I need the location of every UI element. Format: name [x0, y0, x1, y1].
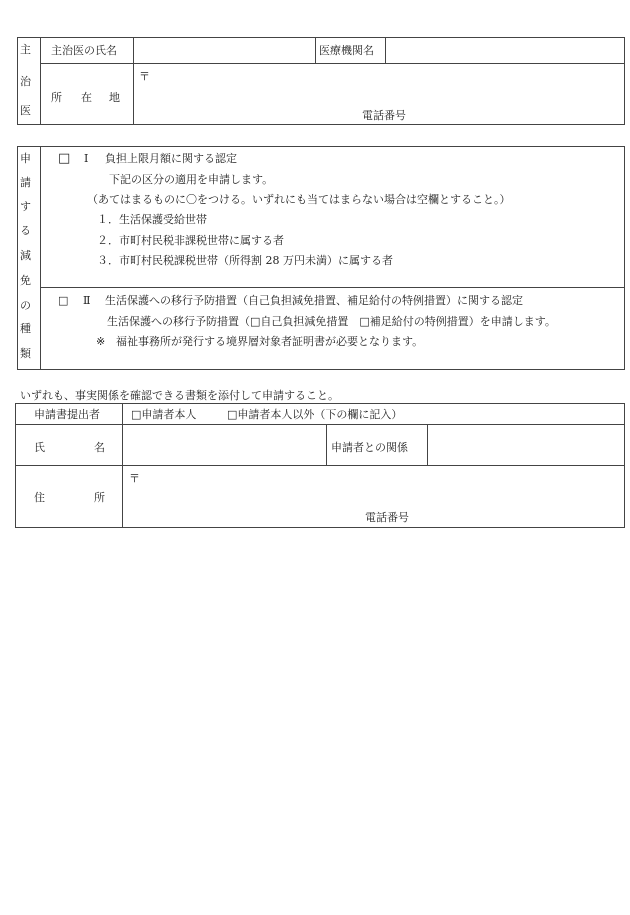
relation-field[interactable] [434, 438, 618, 454]
option1-item-3: ３．市町村民税課税世帯（所得割 28 万円未満）に属する者 [97, 254, 393, 267]
option1-numeral: Ⅰ [84, 152, 89, 165]
submitter-address-label-2: 所 [94, 491, 105, 504]
submitter-header-label: 申請書提出者 [34, 408, 100, 421]
option1-line2: （あてはまるものに〇をつける。いずれにも当てはまらない場合は空欄とすること。） [87, 193, 511, 206]
doctor-postal-mark: 〒 [139, 70, 150, 83]
doctor-address-field[interactable] [155, 70, 615, 84]
reduction-side-label-2: 請 [20, 176, 31, 189]
doctor-side-label-3: 医 [20, 104, 31, 117]
reduction-side-label-6: 免 [20, 274, 31, 287]
doctor-name-field[interactable] [144, 44, 309, 58]
submitter-phone-label: 電話番号 [365, 511, 409, 524]
attachment-note: いずれも、事実関係を確認できる書類を添付して申請すること。 [20, 389, 339, 402]
reduction-side-label-7: の [20, 299, 31, 312]
doctor-address-label-1: 所 [51, 91, 62, 104]
doctor-address-label-3: 地 [109, 91, 120, 104]
doctor-side-label-1: 主 [20, 43, 31, 56]
submitter-address-label-1: 住 [34, 491, 45, 504]
option2-numeral: Ⅱ [83, 294, 91, 307]
reduction-side-label-1: 申 [20, 152, 31, 165]
option1-item-1: １．生活保護受給世帯 [97, 213, 207, 226]
doctor-phone-label: 電話番号 [362, 109, 406, 122]
submitter-name-label-1: 氏 [34, 441, 45, 454]
doctor-side-label-2: 治 [20, 75, 31, 88]
reduction-side-label-8: 種 [20, 322, 31, 335]
institution-field[interactable] [392, 44, 617, 58]
reduction-side-label-5: 減 [20, 249, 31, 262]
option1-item-2: ２．市町村民税非課税世帯に属する者 [97, 234, 284, 247]
option-other[interactable]: □申請者本人以外（下の欄に記入） [227, 408, 403, 421]
relation-label: 申請者との関係 [331, 441, 408, 454]
doctor-address-label-2: 在 [81, 91, 92, 104]
submitter-name-field[interactable] [130, 438, 320, 454]
option1-title: 負担上限月額に関する認定 [105, 152, 237, 165]
submitter-name-label-2: 名 [94, 441, 105, 454]
institution-label: 医療機関名 [319, 44, 374, 57]
reduction-side-label-9: 類 [20, 347, 31, 360]
option2-note: 福祉事務所が発行する境界層対象者証明書が必要となります。 [116, 335, 424, 348]
option2-checkbox[interactable]: □ [58, 294, 69, 307]
option2-note-mark: ※ [96, 335, 106, 348]
option1-line1: 下記の区分の適用を申請します。 [109, 173, 274, 186]
submitter-postal-mark: 〒 [129, 472, 140, 485]
option2-line1: 生活保護への移行予防措置（□自己負担減免措置 □補足給付の特例措置）を申請します。 [107, 315, 556, 328]
reduction-side-label-4: る [20, 224, 31, 237]
doctor-name-label: 主治医の氏名 [51, 44, 117, 57]
submitter-address-field[interactable] [145, 472, 615, 486]
option1-checkbox[interactable]: □ [58, 151, 71, 166]
option-self[interactable]: □申請者本人 [131, 408, 197, 421]
option2-title: 生活保護への移行予防措置（自己負担減免措置、補足給付の特例措置）に関する認定 [105, 294, 523, 307]
reduction-side-label-3: す [20, 200, 31, 213]
